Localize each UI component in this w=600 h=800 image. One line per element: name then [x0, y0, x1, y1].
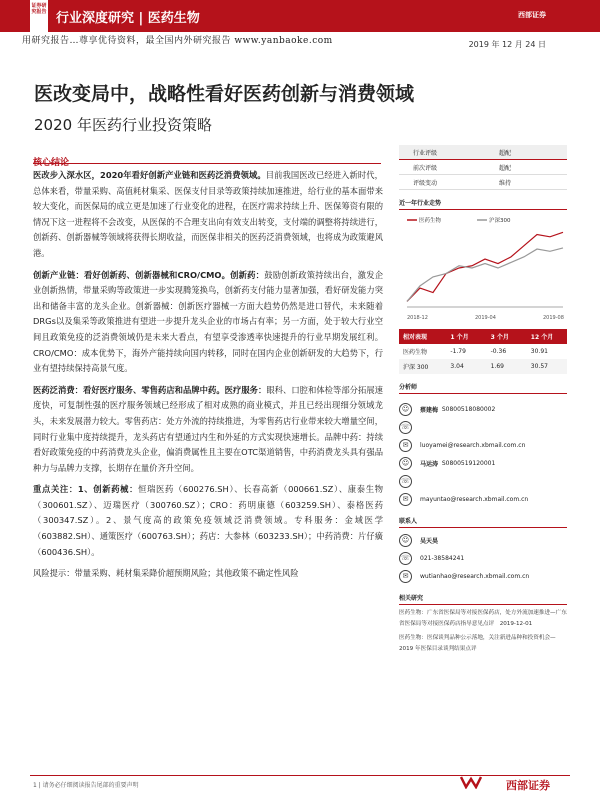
- x-tick-label: 2018-12: [407, 315, 428, 321]
- legend-label: 沪深300: [489, 218, 511, 224]
- series-line-0: [407, 232, 563, 301]
- related-item: 医药生物：医保谈判品种公示落地，关注新进品种和投资机会—2019 年医保目录谈判结果点评: [399, 635, 556, 652]
- footer-brand: 西部证券: [506, 779, 550, 792]
- analyst-list: ☺ 蔡建梅 S0800518080002 ☏ ✉ luoyamei@research.xbmail.com.cn ☺ 马运涛 S0800519120001 ☏ ✉ mayuntao@research.xbmail.com.cn: [399, 400, 567, 508]
- related-item: 医药生物：广东省医保局等对接医保药店，处方外流加速推进—广东省医保局等对接医保药店指导意见点评 2019-12-01: [399, 610, 567, 627]
- para: 医药泛消费：看好医疗服务、零售药店和品牌中药。医疗服务：眼科、口腔和体检等部分拓展速度快，可复制性强的医疗服务领域已经形成了相对成熟的商业模式，并且已经出现细分领域龙头，未来发展潜力较大。零售药店：处方外流的持续推进，为零售药店行业带来较大增量空间，同时行业集中度持续提升，龙头药店有望通过内生和外延的方式实现快速增长。品牌中药：持续看好政策免疫的中药消费龙头企业，偏消费属性且主要在OTC渠道销售，中药消费龙头具有强品种力与品牌力支撑，长期存在量价齐升空间。: [33, 384, 383, 473]
- trend-chart: [399, 213, 567, 323]
- phone-icon: ☏: [399, 475, 412, 488]
- email-icon: ✉: [399, 570, 412, 583]
- related-title: 相关研究: [399, 593, 567, 605]
- series-line-1: [407, 248, 563, 301]
- person-icon: ☺: [399, 534, 412, 547]
- rating-row: 前次评级 超配: [399, 160, 567, 175]
- page-subtitle: 2020 年医药行业投资策略: [34, 116, 212, 134]
- footer-note: 1 | 请务必仔细阅读报告尾部的重要声明: [33, 782, 139, 789]
- core-body: [33, 168, 383, 588]
- person-icon: ☺: [399, 403, 412, 416]
- perf-table: [399, 329, 567, 374]
- brand-top: 西部证券: [518, 11, 546, 19]
- person-icon: ☺: [399, 457, 412, 470]
- para: 医改步入深水区，2020年看好创新产业链和医药泛消费领域。目前我国医改已经进入新时代，总体来看，带量采购、高值耗材集采、医保支付目录等政策持续加速推进，给行业的基本面带来较大变化，而医保局的成立更是加速了行业变化的进程，在医疗需求持续上升、医保筹资有限的情况下这一进程将不会改变，从医保的不合理支出向有效支出转变，支付端的调整将持续进行，创新药、创新器械等领域将获得长期收益，而医保非相关的医药泛消费领域，也将成为政策避风港。: [33, 170, 383, 258]
- para: 风险提示：带量采购、耗材集采降价超预期风险；其他政策不确定性风险: [33, 568, 299, 579]
- sidebar: 行业评级 超配 前次评级 超配 评级变动 维持 近一年行业走势 医药生物 沪深300 2018-12 2019-04 2019-08 相对表现 1 个月 3 个月 12 个月 医药生物 -1.79 -0.36 30.91 沪深 300 3.04 1.69 30.57 分析师 ☺ 蔡建梅 S0800518080002 ☏ ✉ luoyamei@research.xbmail.com.cn ☺ 马运涛 S0800519120001 ☏ ✉ mayuntao@research.xbmail.com.cn 联系人 ☺ 吴天昊 ☏ 021-38584241 ✉ wutianhao@research.xbmail.com.cn 相关研究 医药生物：广东省医保局等对接医保药店，处方外流加速推进—广东省医保局等对接医保药店指导意见点评 2019-12-01 医药生物：医保谈判品种公示落地，关注新进品种和投资机会—2019 年医保目录谈判结果点评: [399, 145, 567, 655]
- trend-title: 近一年行业走势: [399, 198, 567, 210]
- contact-title: 联系人: [399, 516, 567, 528]
- perf-row: 医药生物 -1.79 -0.36 30.91: [403, 348, 548, 356]
- phone-icon: ☏: [399, 421, 412, 434]
- side-tab: 证券研究报告: [30, 0, 48, 32]
- core-heading: 核心结论: [33, 150, 381, 164]
- legend-label: 医药生物: [419, 218, 442, 224]
- footer-line: [30, 775, 570, 776]
- watermark-text: 用研究报告…尊享优待资料，最全国内外研究报告 www.yanbaoke.com: [22, 36, 333, 46]
- para: 创新产业链：看好创新药、创新器械和CRO/CMO。创新药：鼓励创新政策持续出台，激发企业创新热情，带量采购等政策进一步实现腾笼换鸟，创新药支付能力显著加强，看好研发能力突出和储备丰富的龙头企业。创新器械：创新医疗器械一方面大趋势仍然是进口替代，未来随着DRGs以及集采等政策推进有望进一步提升龙头企业的市场占有率；另一方面，处于较大行业空间且政策免疫的泛消费领域仍是未来大看点，有望享受渗透率快速提升的行业早期发展红利。CRO/CMO：成本优势下，海外产能持续向国内转移，同时在国内企业创新研发的大趋势下，行业有望持续保持高景气度。: [33, 269, 383, 374]
- perf-header: 相对表现 1 个月 3 个月 12 个月: [399, 329, 567, 344]
- perf-row: 沪深 300 3.04 1.69 30.57: [399, 359, 567, 374]
- rating-row: 评级变动 维持: [399, 175, 567, 190]
- email-icon: ✉: [399, 439, 412, 452]
- logo-icon: [460, 775, 482, 789]
- page-title: 医改变局中，战略性看好医药创新与消费领域: [34, 83, 415, 105]
- x-tick-label: 2019-08: [543, 315, 564, 321]
- x-tick-label: 2019-04: [475, 315, 496, 321]
- rating-row: 行业评级 超配: [399, 145, 567, 160]
- email-icon: ✉: [399, 493, 412, 506]
- report-type: 行业深度研究 | 医药生物: [56, 11, 200, 26]
- analyst-title: 分析师: [399, 382, 567, 394]
- para: 重点关注：1、创新药械：恒瑞医药（600276.SH）、长春高新（000661.SZ）、康泰生物（300601.SZ）、迈瑞医疗（300760.SZ）；CRO：药明康德（603259.SH）、泰格医药（300347.SZ）。2、景气度高的政策免疫领域泛消费领域。专科服务：金域医学（603882.SH）、通策医疗（600763.SH）；药店：大参林（603233.SH）；中药消费：片仔癀（600436.SH）。: [33, 484, 383, 557]
- report-date: 2019 年 12 月 24 日: [468, 40, 546, 49]
- phone-icon: ☏: [399, 552, 412, 565]
- trend-svg: [399, 213, 567, 323]
